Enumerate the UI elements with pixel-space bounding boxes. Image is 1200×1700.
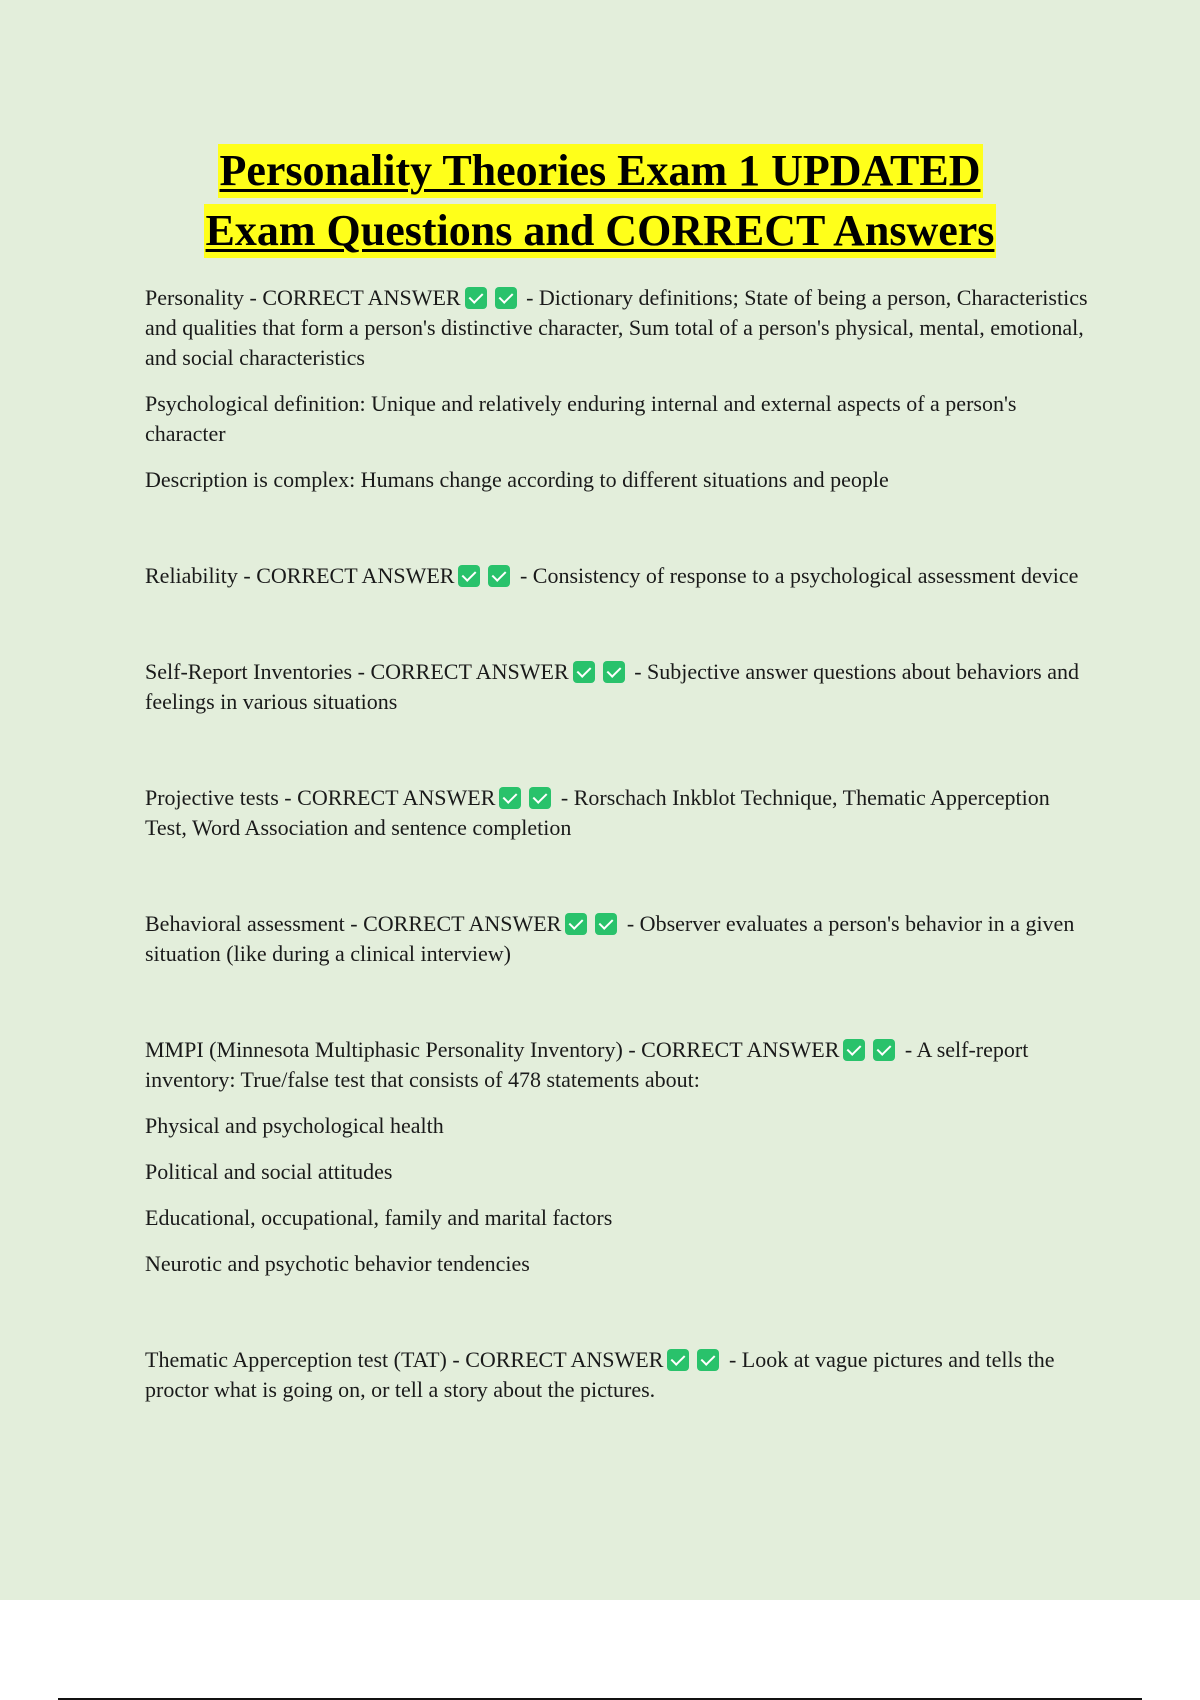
qa-entry	[145, 283, 1090, 495]
answer-marker: CORRECT ANSWER	[465, 1347, 664, 1372]
qa-main-paragraph	[145, 657, 1090, 717]
term: Thematic Apperception test (TAT) -	[145, 1347, 466, 1372]
document-title	[0, 144, 1200, 264]
extra-paragraph: Description is complex: Humans change according to different situations and people	[145, 467, 889, 492]
answer-marker: CORRECT ANSWER	[256, 563, 455, 588]
qa-main-paragraph	[145, 909, 1090, 969]
extra-paragraph: Educational, occupational, family and marital factors	[145, 1205, 613, 1230]
qa-main-paragraph	[145, 283, 1090, 373]
answer-marker: CORRECT ANSWER	[641, 1037, 840, 1062]
qa-entry	[145, 909, 1090, 969]
definition: - Rorschach Inkblot Technique, Thematic Apperception Test, Word Association and sentence completion	[145, 785, 1050, 840]
answer-marker: CORRECT ANSWER	[370, 659, 569, 684]
check-mark-icon	[458, 565, 480, 587]
qa-main-paragraph	[145, 1035, 1090, 1095]
answer-marker: CORRECT ANSWER	[363, 911, 562, 936]
qa-entry	[145, 1345, 1090, 1405]
definition: - A self-report inventory: True/false test that consists of 478 statements about:	[145, 1037, 1029, 1092]
definition: - Subjective answer questions about behaviors and feelings in various situations	[145, 659, 1079, 714]
qa-main-paragraph	[145, 783, 1090, 843]
answer-marker: CORRECT ANSWER	[262, 285, 461, 310]
term: Projective tests -	[145, 785, 298, 810]
check-mark-icon	[465, 287, 487, 309]
extra-paragraph: Psychological definition: Unique and relatively enduring internal and external aspects of a person's character	[145, 391, 1017, 446]
term: Reliability -	[145, 563, 257, 588]
term: Personality -	[145, 285, 263, 310]
qa-entry	[145, 783, 1090, 843]
definition: - Dictionary definitions; State of being a person, Characteristics and qualities that form a person's distinctive character, Sum total of a person's physical, mental, emotional, and social characteristics	[145, 285, 1088, 370]
qa-entry	[145, 657, 1090, 717]
definition: - Observer evaluates a person's behavior in a given situation (like during a clinical interview)	[145, 911, 1075, 966]
extra-paragraph: Neurotic and psychotic behavior tendencies	[145, 1251, 530, 1276]
check-mark-icon	[488, 565, 510, 587]
check-mark-icon	[565, 913, 587, 935]
title-line-1: Personality Theories Exam 1 UPDATED	[218, 144, 983, 198]
extra-paragraph: Physical and psychological health	[145, 1113, 444, 1138]
document-body	[145, 283, 1090, 1421]
check-mark-icon	[529, 787, 551, 809]
check-mark-icon	[603, 661, 625, 683]
term: Self-Report Inventories -	[145, 659, 371, 684]
check-mark-icon	[595, 913, 617, 935]
check-mark-icon	[499, 787, 521, 809]
qa-main-paragraph	[145, 561, 1090, 591]
check-mark-icon	[873, 1039, 895, 1061]
term: MMPI (Minnesota Multiphasic Personality Inventory) -	[145, 1037, 642, 1062]
definition: - Consistency of response to a psychological assessment device	[514, 563, 1079, 588]
qa-main-paragraph	[145, 1345, 1090, 1405]
check-mark-icon	[495, 287, 517, 309]
check-mark-icon	[573, 661, 595, 683]
check-mark-icon	[697, 1349, 719, 1371]
check-mark-icon	[843, 1039, 865, 1061]
qa-entry	[145, 1035, 1090, 1279]
check-mark-icon	[667, 1349, 689, 1371]
definition: - Look at vague pictures and tells the proctor what is going on, or tell a story about the pictures.	[145, 1347, 1055, 1402]
answer-marker: CORRECT ANSWER	[297, 785, 496, 810]
qa-entry	[145, 561, 1090, 591]
title-line-2: Exam Questions and CORRECT Answers	[204, 204, 997, 258]
extra-paragraph: Political and social attitudes	[145, 1159, 393, 1184]
term: Behavioral assessment -	[145, 911, 364, 936]
